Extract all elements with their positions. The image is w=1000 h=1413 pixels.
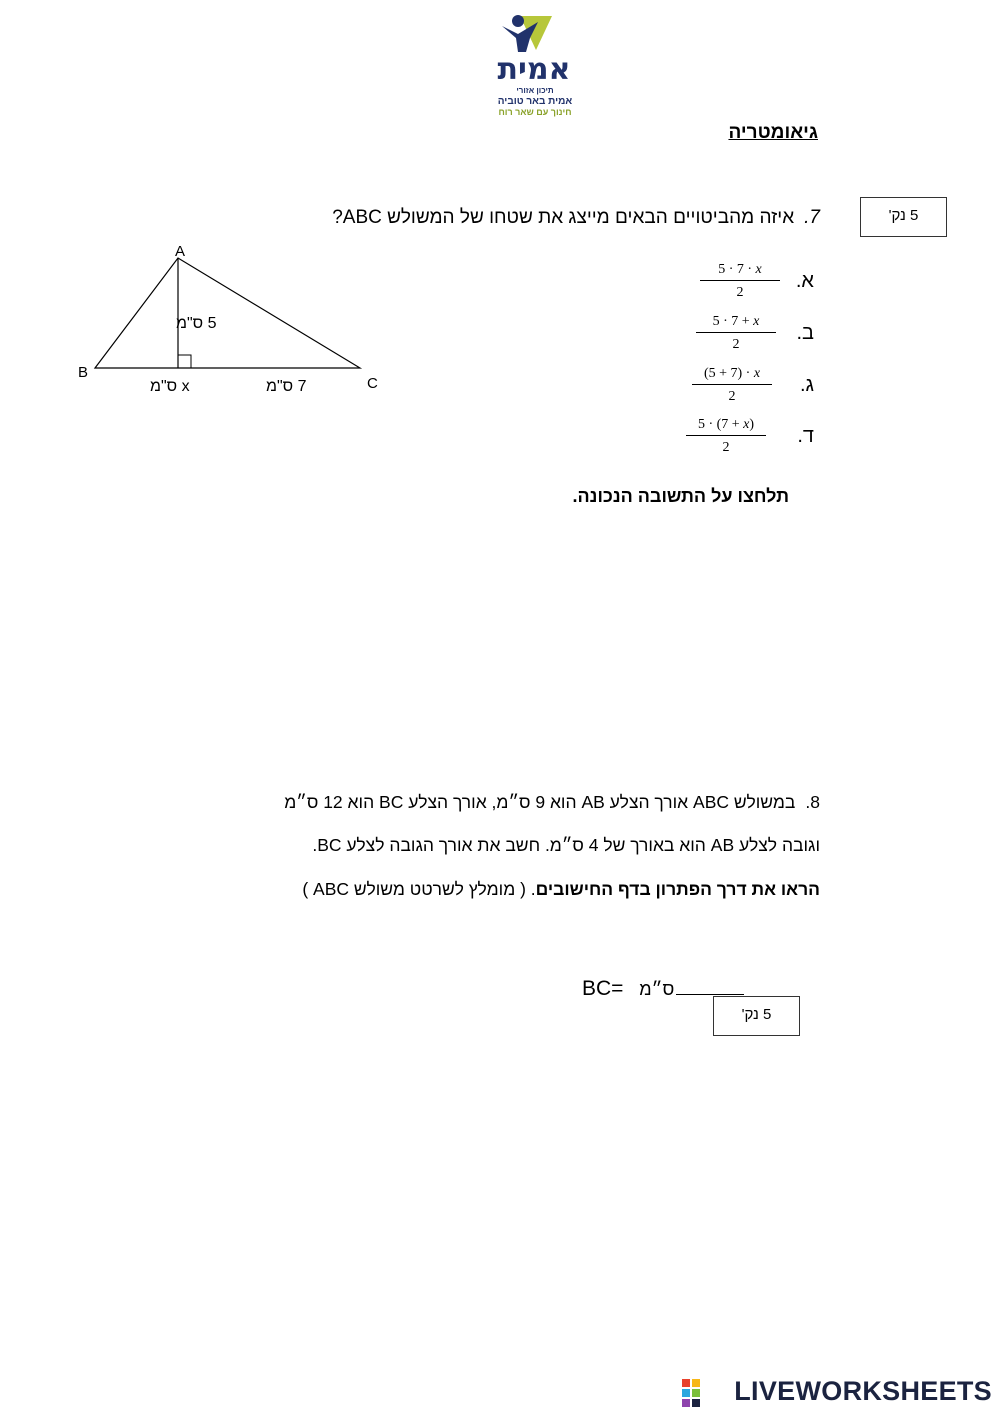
triangle-diagram (70, 235, 400, 405)
vertex-a-label: A (175, 243, 186, 260)
height-label: 5 ס"מ (176, 315, 217, 332)
question-8-line-3 (302, 879, 820, 900)
question-7-number: 7. (804, 207, 820, 228)
liveworksheets-logo-icon (682, 1379, 710, 1407)
option-b-numerator: 5 · 7 + x (696, 314, 776, 333)
option-c-numerator: (5 + 7) · x (692, 366, 772, 385)
option-a[interactable] (590, 262, 814, 306)
option-a-letter: א. (795, 270, 814, 292)
option-c[interactable] (590, 366, 814, 410)
bc-answer-input[interactable] (676, 975, 744, 995)
question-8-line-1 (284, 792, 820, 813)
question-8-number: 8. (805, 792, 820, 812)
option-b-letter: ב. (796, 322, 814, 344)
option-a-fraction (700, 262, 780, 301)
right-angle-marker (178, 355, 191, 368)
question-8-text-1: במשולש ABC אורך הצלע AB הוא 9 ס״מ, אורך הצלע BC הוא 12 ס״מ (284, 792, 796, 812)
option-d-denominator: 2 (722, 440, 730, 455)
question-8-line-2: וגובה לצלע AB הוא באורך של 4 ס״מ. חשב את אורך הגובה לצלע BC. (312, 835, 820, 855)
logo-wordmark: אמית (497, 52, 571, 87)
option-b-denominator: 2 (732, 337, 740, 352)
option-a-denominator: 2 (736, 285, 744, 300)
logo-subtitle-2: אמית באר טוביה (497, 96, 573, 107)
points-box-q8: 5 נק' (713, 996, 800, 1036)
logo-figure-head-icon (512, 15, 524, 27)
triangle-abc (95, 258, 360, 368)
option-c-denominator: 2 (728, 389, 736, 404)
question-7-prompt: איזה מהביטויים הבאים מייצג את שטחו של המשולש ABC? (332, 207, 795, 228)
option-d-letter: ד. (797, 425, 814, 447)
logo-subtitle-3: חינוך עם שאר רוח (498, 107, 572, 117)
base-left-label: x ס"מ (150, 378, 190, 395)
option-c-fraction (692, 366, 772, 405)
subject-title: גיאומטריה (728, 122, 818, 143)
bc-answer-label: BC= (582, 977, 624, 1000)
option-d[interactable] (590, 417, 814, 461)
liveworksheets-brand[interactable]: LIVEWORKSHEETS (734, 1376, 992, 1406)
option-b-fraction (696, 314, 776, 353)
points-box-q7: 5 נק' (860, 197, 947, 237)
bc-answer-unit: ס״מ (639, 979, 675, 999)
answer-instruction: תלחצו על התשובה הנכונה. (572, 486, 789, 506)
option-a-numerator: 5 · 7 · x (700, 262, 780, 281)
vertex-b-label: B (78, 364, 89, 381)
option-d-numerator: 5 · (7 + x) (686, 417, 766, 436)
logo-subtitle-1: תיכון אזורי (516, 86, 554, 95)
question-8-instruction-bold: הראו את דרך הפתרון בדף החישובים (535, 879, 820, 899)
base-right-label: 7 ס"מ (266, 378, 307, 395)
question-8-instruction-rest: . ( מומלץ לשרטט משולש ABC ) (302, 879, 536, 899)
vertex-c-label: C (367, 375, 378, 392)
option-d-fraction (686, 417, 766, 456)
option-b[interactable] (590, 314, 814, 358)
question-7-text (332, 207, 820, 229)
option-c-letter: ג. (799, 374, 814, 396)
